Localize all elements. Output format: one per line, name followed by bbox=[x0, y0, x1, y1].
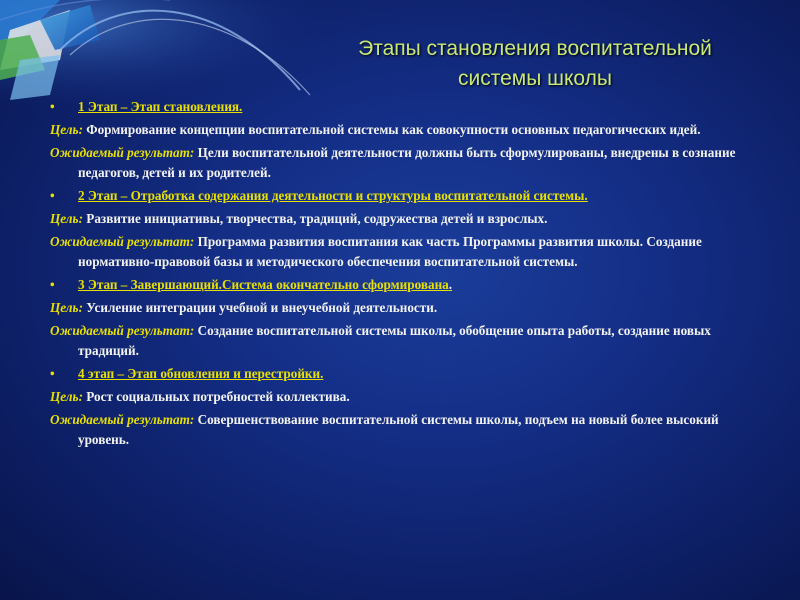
stage-goal-3 bbox=[50, 298, 765, 318]
stage-result-3 bbox=[50, 321, 765, 361]
goal-label: Цель: bbox=[50, 122, 83, 137]
goal-text: Рост социальных потребностей коллектива. bbox=[82, 389, 350, 404]
goal-label: Цель: bbox=[50, 300, 83, 315]
bullet-icon: • bbox=[50, 188, 55, 203]
result-label: Ожидаемый результат: bbox=[50, 412, 195, 427]
stage-result-1 bbox=[50, 143, 765, 183]
page-title bbox=[300, 34, 770, 94]
result-text: Программа развития воспитания как часть Программы развития школы. Создание нормативно-правовой базы и методического обеспечения воспитательной системы. bbox=[78, 234, 702, 269]
goal-text: Формирование концепции воспитательной системы как совокупности основных педагогических идей. bbox=[82, 122, 701, 137]
stage-heading-2 bbox=[50, 186, 765, 206]
result-label: Ожидаемый результат: bbox=[50, 234, 195, 249]
bullet-icon: • bbox=[50, 99, 55, 114]
stage-heading-tail: . bbox=[448, 277, 453, 292]
stage-goal-1 bbox=[50, 120, 765, 140]
stage-heading-1 bbox=[50, 97, 765, 117]
result-text: Цели воспитательной деятельности должны быть сформулированы, внедрены в сознание педагогов, детей и их родителей. bbox=[78, 145, 736, 180]
goal-label: Цель: bbox=[50, 211, 83, 226]
stage-goal-4 bbox=[50, 387, 765, 407]
result-text: Совершенствование воспитательной системы школы, подъем на новый более высокий уровень. bbox=[78, 412, 719, 447]
stage-heading-text: 3 Этап – Завершающий.Система окончательно сформирована bbox=[78, 277, 449, 292]
bullet-icon: • bbox=[50, 277, 55, 292]
result-label: Ожидаемый результат: bbox=[50, 323, 195, 338]
bullet-icon: • bbox=[50, 366, 55, 381]
decorative-corner-graphic bbox=[0, 0, 330, 110]
stage-result-4 bbox=[50, 410, 765, 450]
goal-label: Цель: bbox=[50, 389, 83, 404]
stage-result-2 bbox=[50, 232, 765, 272]
stage-heading-4 bbox=[50, 364, 765, 384]
stages-list bbox=[50, 97, 765, 453]
goal-text: Развитие инициативы, творчества, традиций, содружества детей и взрослых. bbox=[82, 211, 548, 226]
stage-goal-2 bbox=[50, 209, 765, 229]
stage-heading-text: 4 этап – Этап обновления и перестройки. bbox=[78, 366, 324, 381]
stage-heading-text: 2 Этап – Отработка содержания деятельности и структуры воспитательной системы. bbox=[78, 188, 588, 203]
result-label: Ожидаемый результат: bbox=[50, 145, 195, 160]
stage-heading-text: 1 Этап – Этап становления. bbox=[78, 99, 243, 114]
goal-text: Усиление интеграции учебной и внеучебной деятельности. bbox=[82, 300, 438, 315]
stage-heading-3 bbox=[50, 275, 765, 295]
page-title-line-1: Этапы становления воспитательной bbox=[358, 37, 712, 60]
page-title-line-2: системы школы bbox=[458, 67, 612, 90]
result-text: Создание воспитательной системы школы, обобщение опыта работы, создание новых традиций. bbox=[78, 323, 711, 358]
